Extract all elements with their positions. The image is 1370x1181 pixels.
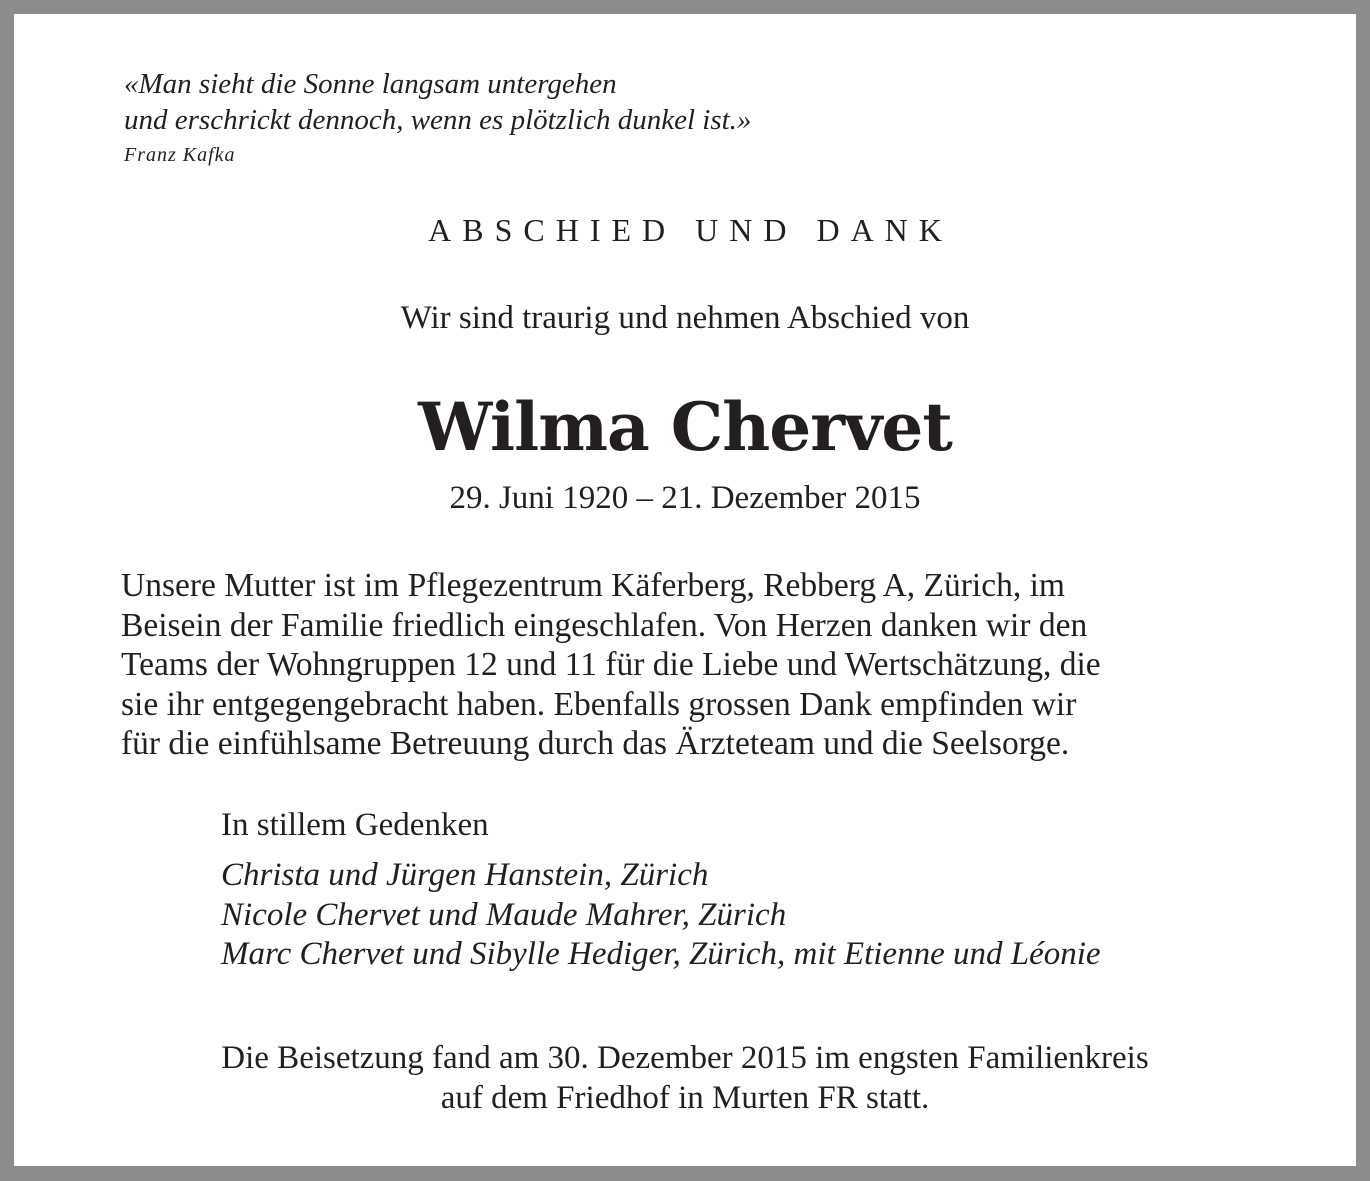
epigraph-quote	[124, 66, 751, 138]
burial-line: auf dem Friedhof in Murten FR statt.	[440, 1080, 930, 1116]
mourner-entry: Marc Chervet und Sibylle Hediger, Zürich, mit Etienne und Léonie	[221, 936, 1101, 972]
mourners-list	[221, 856, 1101, 975]
quote-line: «Man sieht die Sonne langsam untergehen	[124, 68, 617, 100]
message-paragraph	[121, 566, 1256, 764]
quote-line: und erschrickt dennoch, wenn es plötzlich dunkel ist.»	[124, 104, 752, 136]
life-dates: 29. Juni 1920 – 21. Dezember 2015	[449, 480, 921, 516]
message-line: für die einfühlsame Betreuung durch das Ärzteteam und die Seelsorge.	[121, 725, 1070, 762]
quote-author: Franz Kafka	[124, 144, 236, 166]
mourner-entry: Christa und Jürgen Hanstein, Zürich	[221, 857, 709, 893]
obituary-notice	[14, 14, 1356, 1166]
burial-line: Die Beisetzung fand am 30. Dezember 2015 im engsten Familienkreis	[221, 1040, 1149, 1076]
remembrance-label: In stillem Gedenken	[221, 807, 489, 843]
message-line: sie ihr entgegengebracht haben. Ebenfalls grossen Dank empfinden wir	[121, 685, 1077, 723]
message-line: Teams der Wohngruppen 12 und 11 für die Liebe und Wertschätzung, die	[121, 646, 1101, 683]
mourner-entry: Nicole Chervet und Maude Mahrer, Zürich	[221, 896, 787, 933]
burial-info	[14, 1038, 1356, 1118]
message-line: Beisein der Familie friedlich eingeschlafen. Von Herzen danken wir den	[121, 606, 1088, 644]
intro-text: Wir sind traurig und nehmen Abschied von	[400, 300, 970, 336]
deceased-name: Wilma Chervet	[418, 388, 952, 466]
message-line: Unsere Mutter ist im Pflegezentrum Käferberg, Rebberg A, Zürich, im	[121, 567, 1065, 604]
notice-heading: ABSCHIED UND DANK	[428, 212, 953, 248]
